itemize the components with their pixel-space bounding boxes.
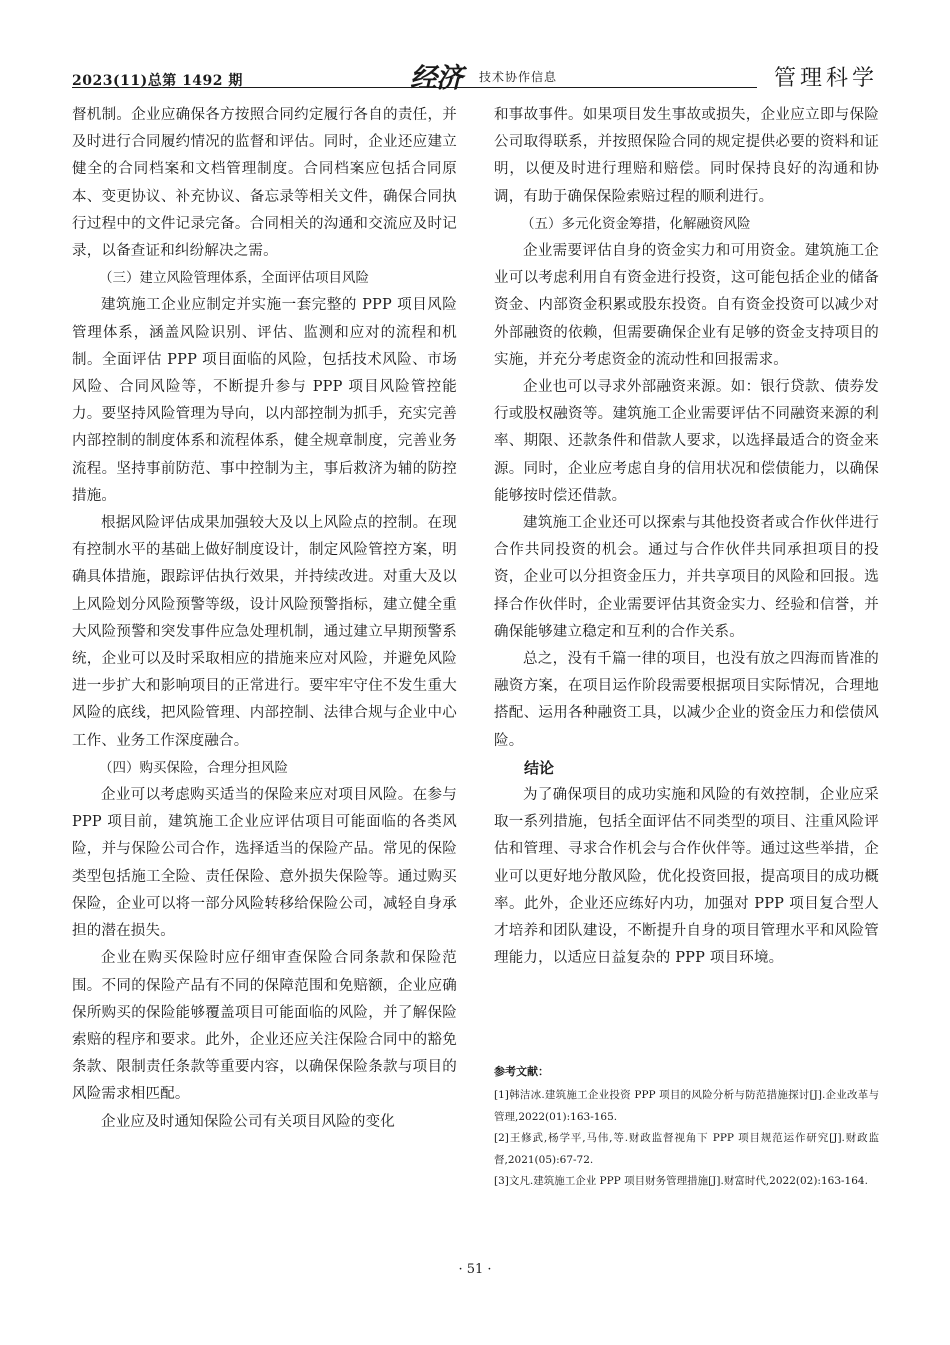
paragraph: 企业应及时通知保险公司有关项目风险的变化 (101, 1113, 395, 1130)
paragraph: 企业也可以寻求外部融资来源。如：银行贷款、债券发行或股权融资等。建筑施工企业需要评估不同融资来源的利率、期限、还款条件和借款人要求，以选择最适合的资金来源。同时，企业应考虑自身的信用状况和偿债能力，以确保能够按时偿还借款。 (494, 379, 879, 504)
paragraph: 建筑施工企业还可以探索与其他投资者或合作伙伴进行合作共同投资的机会。通过与合作伙伴共同承担项目的投资，企业可以分担资金压力，并共享项目的风险和回报。选择合作伙伴时，企业需要评估其资金实力、经验和信誉，并确保能够建立稳定和互利的合作关系。 (494, 515, 879, 640)
paragraph: 建筑施工企业应制定并实施一套完整的 PPP 项目风险管理体系，涵盖风险识别、评估、监测和应对的流程和机制。全面评估 PPP 项目面临的风险，包括技术风险、市场风险、合同风险等，不断提升参与 PPP 项目风险管控能力。要坚持风险管理为导向，以内部控制为抓手，充实完善内部控制的制度体系和流程体系，健全规章制度，完善业务流程。坚持事前防范、事中控制为主，事后救济为辅的防控措施。 (72, 297, 457, 504)
paragraph: 和事故事件。如果项目发生事故或损失，企业应立即与保险公司取得联系，并按照保险合同的规定提供必要的资料和证明，以便及时进行理赔和赔偿。同时保持良好的沟通和协调，有助于确保保险索赔过程的顺利进行。 (494, 107, 879, 205)
conclusion-heading: 结论 (524, 758, 555, 777)
paragraph: 总之，没有千篇一律的项目，也没有放之四海而皆准的融资方案，在项目运作阶段需要根据项目实际情况，合理地搭配、运用各种融资工具，以减少企业的资金压力和偿债风险。 (494, 651, 879, 749)
paragraph: 督机制。企业应确保各方按照合同约定履行各自的责任，并及时进行合同履约情况的监督和评估。同时，企业还应建立健全的合同档案和文档管理制度。合同档案应包括合同原本、变更协议、补充协议、备忘录等相关文件，确保合同执行过程中的文件记录完备。合同相关的沟通和交流应及时记录，以备查证和纠纷解决之需。 (72, 107, 457, 260)
paragraph: 企业可以考虑购买适当的保险来应对项目风险。在参与 PPP 项目前，建筑施工企业应评估项目可能面临的各类风险，并与保险公司合作，选择适当的保险产品。常见的保险类型包括施工全险、责任保险、意外损失保险等。通过购买保险，企业可以将一部分风险转移给保险公司，减轻自身承担的潜在损失。 (72, 787, 457, 940)
paragraph: 为了确保项目的成功实施和风险的有效控制，企业应采取一系列措施，包括全面评估不同类型的项目、注重风险评估和管理、寻求合作机会与合作伙伴等。通过这些举措，企业可以更好地分散风险，优化投资回报，提高项目的成功概率。此外，企业还应练好内功，加强对 PPP 项目复合型人才培养和团队建设，不断提升自身的项目管理水平和风险管理能力，以适应日益复杂的 PPP 项目环境。 (494, 787, 879, 967)
right-column (494, 102, 879, 973)
references-title: 参考文献： (494, 1065, 549, 1078)
section-heading: （四）购买保险，合理分担风险 (99, 759, 288, 776)
paragraph: 根据风险评估成果加强较大及以上风险点的控制。在现有控制水平的基础上做好制度设计，制定风险管控方案，明确具体措施，跟踪评估执行效果，并持续改进。对重大及以上风险划分风险预警等级，设计风险预警指标，建立健全重大风险预警和突发事件应急处理机制，通过建立早期预警系统，企业可以及时采取相应的措施来应对风险，并避免风险进一步扩大和影响项目的正常进行。要牢牢守住不发生重大风险的底线，把风险管理、内部控制、法律合规与企业中心工作、业务工作深度融合。 (72, 515, 457, 749)
issue-info: 2023(11)总第 1492 期 (72, 73, 243, 89)
reference-item: [2]王修武,杨学平,马伟,等.财政监督视角下 PPP 项目规范运作研究[J].财政监督,2021(05):67-72. (494, 1132, 879, 1166)
section-heading: （五）多元化资金筹措，化解融资风险 (521, 215, 751, 232)
running-header (72, 56, 878, 94)
reference-item: [1]韩洁冰.建筑施工企业投资 PPP 项目的风险分析与防范措施探讨[J].企业改革与管理,2022(01):163-165. (494, 1089, 879, 1123)
page-number: · 51 · (458, 1262, 492, 1277)
left-column (72, 102, 457, 1136)
section-title: 管理科学 (773, 66, 878, 91)
references (494, 1063, 879, 1193)
header-rule (72, 87, 757, 88)
journal-subtitle: 技术协作信息 (479, 70, 558, 84)
reference-item: [3]文凡.建筑施工企业 PPP 项目财务管理措施[J].财富时代,2022(02):163-164. (494, 1175, 868, 1187)
journal-logo: 经济 (410, 63, 462, 94)
section-heading: （三）建立风险管理体系，全面评估项目风险 (99, 270, 369, 287)
paragraph: 企业需要评估自身的资金实力和可用资金。建筑施工企业可以考虑利用自有资金进行投资，这可能包括企业的储备资金、内部资金积累或股东投资。自有资金投资可以减少对外部融资的依赖，但需要确保企业有足够的资金支持项目的实施，并充分考虑资金的流动性和回报需求。 (494, 243, 879, 368)
paragraph: 企业在购买保险时应仔细审查保险合同条款和保险范围。不同的保险产品有不同的保障范围和免赔额，企业应确保所购买的保险能够覆盖项目可能面临的风险，并了解保险索赔的程序和要求。此外，企业还应关注保险合同中的豁免条款、限制责任条款等重要内容，以确保保险条款与项目的风险需求相匹配。 (72, 950, 457, 1103)
